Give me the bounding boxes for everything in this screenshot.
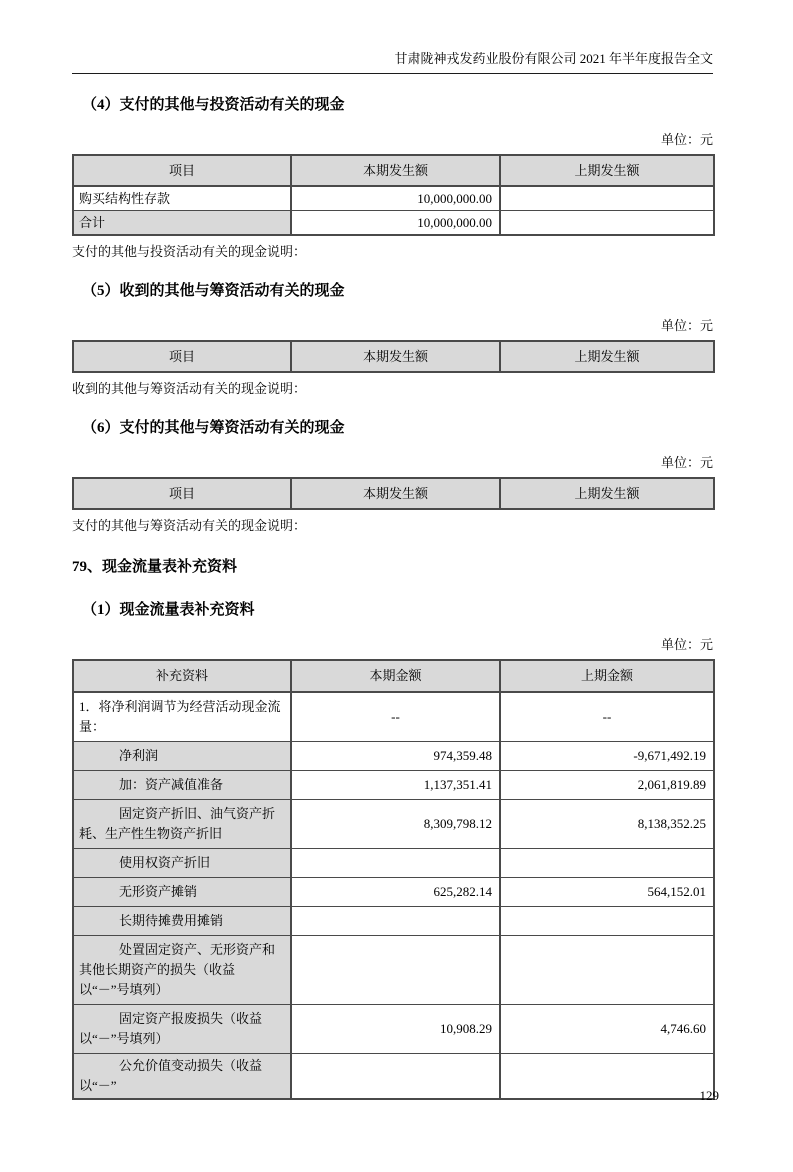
table-row	[73, 1054, 714, 1100]
row-label-cell: 合计	[73, 211, 291, 236]
header-cell-prior: 上期发生额	[500, 478, 714, 509]
table-row	[73, 742, 714, 771]
header-cell-current: 本期发生额	[291, 155, 500, 186]
page-header-title: 甘肃陇神戎发药业股份有限公司 2021 年半年度报告全文	[394, 51, 713, 66]
unit-label: 单位：元	[660, 132, 713, 147]
table-row	[73, 878, 714, 907]
section-6-heading: （6）支付的其他与筹资活动有关的现金	[82, 420, 345, 436]
page-header	[72, 50, 713, 74]
table-row	[73, 849, 714, 878]
row-label: 处置固定资产、无形资产和其他长期资产的损失（收益以“－”号填列）	[79, 942, 276, 997]
header-cell-prior: 上期发生额	[500, 341, 714, 372]
row-label-cell	[73, 907, 291, 936]
table-row	[73, 771, 714, 800]
row-label: 长期待摊费用摊销	[119, 913, 224, 928]
row-label: 使用权资产折旧	[119, 855, 211, 870]
row-label-cell	[73, 936, 291, 1005]
table-header-row	[73, 478, 714, 509]
section-6-note: 支付的其他与筹资活动有关的现金说明：	[72, 518, 307, 533]
prior-amount-cell: 2,061,819.89	[500, 771, 714, 800]
current-amount-cell	[291, 849, 500, 878]
section-4-table	[72, 154, 715, 236]
row-label-cell	[73, 800, 291, 849]
row-label: 1．将净利润调节为经营活动现金流量：	[79, 699, 281, 734]
supplementary-table	[72, 659, 715, 1100]
report-page	[0, 50, 793, 1100]
page-number: 129	[699, 1088, 719, 1103]
row-label-cell: 购买结构性存款	[73, 186, 291, 211]
row-label: 无形资产摊销	[119, 884, 198, 899]
current-amount-cell	[291, 1054, 500, 1100]
header-cell-item: 项目	[73, 155, 291, 186]
header-cell-current: 本期发生额	[291, 478, 500, 509]
prior-amount-cell	[500, 211, 714, 236]
prior-amount-cell	[500, 907, 714, 936]
table-header-row	[73, 341, 714, 372]
current-amount-cell	[291, 936, 500, 1005]
table-header-row	[73, 155, 714, 186]
prior-amount-cell: -9,671,492.19	[500, 742, 714, 771]
section-4-heading: （4）支付的其他与投资活动有关的现金	[82, 97, 345, 113]
prior-amount-cell: --	[500, 692, 714, 742]
row-label-cell	[73, 1005, 291, 1054]
prior-amount-cell	[500, 186, 714, 211]
unit-label: 单位：元	[660, 637, 713, 652]
current-amount-cell: --	[291, 692, 500, 742]
prior-amount-cell: 8,138,352.25	[500, 800, 714, 849]
row-label: 公允价值变动损失（收益以“－”	[79, 1058, 263, 1093]
header-cell-item: 项目	[73, 478, 291, 509]
row-label: 净利润	[119, 748, 159, 763]
section-79-1-subheading: （1）现金流量表补充资料	[82, 602, 255, 618]
header-cell-prior: 上期金额	[500, 660, 714, 692]
current-amount-cell: 1,137,351.41	[291, 771, 500, 800]
table-row	[73, 186, 714, 211]
current-amount-cell: 10,908.29	[291, 1005, 500, 1054]
table-row-total	[73, 211, 714, 236]
header-cell-item: 补充资料	[73, 660, 291, 692]
row-label-cell	[73, 771, 291, 800]
row-label-cell	[73, 878, 291, 907]
header-cell-prior: 上期发生额	[500, 155, 714, 186]
table-row	[73, 800, 714, 849]
section-5-table	[72, 340, 715, 373]
unit-label: 单位：元	[660, 455, 713, 470]
current-amount-cell: 974,359.48	[291, 742, 500, 771]
section-5-heading: （5）收到的其他与筹资活动有关的现金	[82, 283, 345, 299]
current-amount-cell: 625,282.14	[291, 878, 500, 907]
prior-amount-cell: 564,152.01	[500, 878, 714, 907]
unit-label: 单位：元	[660, 318, 713, 333]
row-label: 固定资产报废损失（收益以“－”号填列）	[79, 1011, 263, 1046]
row-label-cell	[73, 692, 291, 742]
table-row	[73, 692, 714, 742]
current-amount-cell	[291, 907, 500, 936]
row-label: 固定资产折旧、油气资产折耗、生产性生物资产折旧	[79, 806, 276, 841]
prior-amount-cell: 4,746.60	[500, 1005, 714, 1054]
prior-amount-cell	[500, 936, 714, 1005]
section-6-table	[72, 477, 715, 510]
current-amount-cell: 8,309,798.12	[291, 800, 500, 849]
current-amount-cell: 10,000,000.00	[291, 211, 500, 236]
table-row	[73, 1005, 714, 1054]
prior-amount-cell	[500, 1054, 714, 1100]
header-cell-current: 本期发生额	[291, 341, 500, 372]
current-amount-cell: 10,000,000.00	[291, 186, 500, 211]
table-row	[73, 907, 714, 936]
row-label-cell	[73, 1054, 291, 1100]
row-label: 加：资产减值准备	[119, 777, 224, 792]
section-4-note: 支付的其他与投资活动有关的现金说明：	[72, 244, 307, 259]
section-79-heading: 79、现金流量表补充资料	[72, 559, 238, 575]
row-label-cell	[73, 742, 291, 771]
table-row	[73, 936, 714, 1005]
section-5-note: 收到的其他与筹资活动有关的现金说明：	[72, 381, 307, 396]
header-cell-item: 项目	[73, 341, 291, 372]
header-cell-current: 本期金额	[291, 660, 500, 692]
row-label-cell	[73, 849, 291, 878]
prior-amount-cell	[500, 849, 714, 878]
table-header-row	[73, 660, 714, 692]
